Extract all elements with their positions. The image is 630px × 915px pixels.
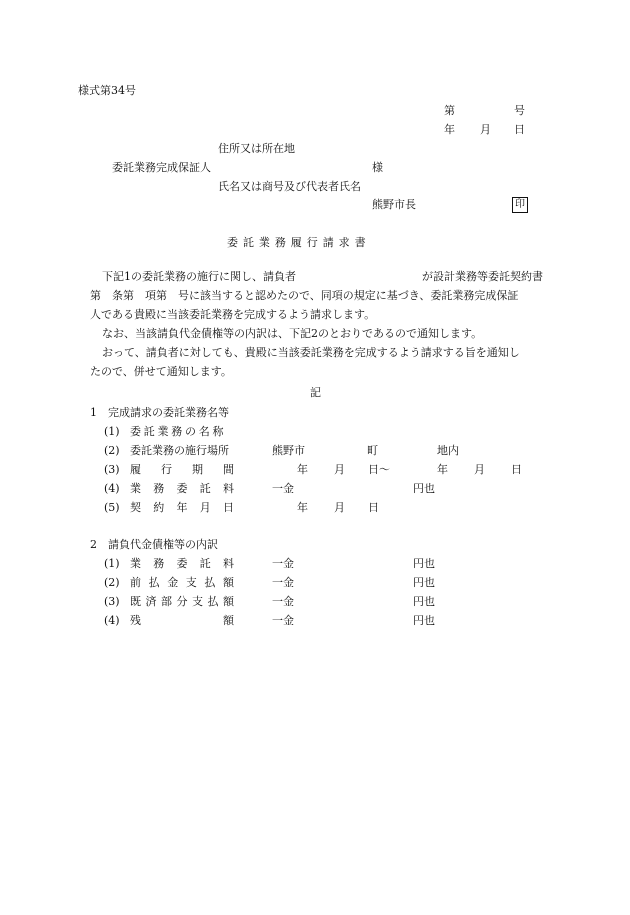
section2-item2-no: (2) xyxy=(104,576,120,589)
body-line-2: 第 条第 項第 号に該当すると認めたので、同項の規定に基づき、委託業務完成保証 xyxy=(90,289,519,302)
section1-item3-month1: 月 xyxy=(334,463,345,476)
section1-item5-no: (5) xyxy=(104,501,120,514)
section1-item5-label: 契 約 年 月 日 xyxy=(130,501,234,514)
section1-item2-label: 委託業務の施行場所 xyxy=(130,444,229,457)
section2-item3-label: 既 済 部 分 支 払 額 xyxy=(130,595,234,608)
section2-item2-label: 前 払 金 支 払 額 xyxy=(130,576,234,589)
doc-no-go: 号 xyxy=(514,104,525,117)
section1-item1-label: 委託業務の名称 xyxy=(130,425,227,438)
section1-item3-label: 履 行 期 間 xyxy=(130,463,234,476)
body-line-5: おって、請負者に対しても、貴殿に当該委託業務を完成するよう請求する旨を通知し xyxy=(102,346,520,359)
section1-item3-month2: 月 xyxy=(474,463,485,476)
section2-item4-unit: 円也 xyxy=(413,614,435,627)
section1-heading: 1 完成請求の委託業務名等 xyxy=(90,406,229,419)
guarantor-label: 委託業務完成保証人 xyxy=(112,161,211,174)
body-line-1a: 下記1の委託業務の施行に関し、請負者 xyxy=(102,270,296,283)
doc-no-dai: 第 xyxy=(444,104,455,117)
section1-item1-no: (1) xyxy=(104,425,120,438)
section2-item2-unit: 円也 xyxy=(413,576,435,589)
section2-item3-unit: 円也 xyxy=(413,595,435,608)
section1-item5-month: 月 xyxy=(334,501,345,514)
date-year: 年 xyxy=(444,123,455,136)
date-day: 日 xyxy=(514,123,525,136)
section1-item3-day1: 日〜 xyxy=(368,463,390,476)
section1-item4-unit: 円也 xyxy=(413,482,435,495)
address-label: 住所又は所在地 xyxy=(218,142,295,155)
mayor-label: 熊野市長 xyxy=(372,198,416,211)
section2-item3-amount: 一金 xyxy=(272,595,294,608)
date-month: 月 xyxy=(480,123,491,136)
section2-item1-no: (1) xyxy=(104,557,120,570)
section1-item5-day: 日 xyxy=(368,501,379,514)
section1-item2-area: 地内 xyxy=(437,444,459,457)
sama-label: 様 xyxy=(372,161,383,174)
section2-item4-no: (4) xyxy=(104,614,120,627)
body-line-4: なお、当該請負代金債権等の内訳は、下記2のとおりであるので通知します。 xyxy=(102,327,483,340)
body-line-1b: が設計業務等委託契約書 xyxy=(422,270,543,283)
form-number: 様式第34号 xyxy=(78,84,136,97)
section1-item4-label: 業 務 委 託 料 xyxy=(130,482,234,495)
section1-item3-year1: 年 xyxy=(297,463,308,476)
seal-mark: 印 xyxy=(512,197,528,213)
ki-label: 記 xyxy=(310,386,321,399)
section2-item2-amount: 一金 xyxy=(272,576,294,589)
section2-item4-label: 残 額 xyxy=(130,614,234,627)
section1-item2-no: (2) xyxy=(104,444,120,457)
section2-item3-no: (3) xyxy=(104,595,120,608)
section1-item4-no: (4) xyxy=(104,482,120,495)
section1-item3-no: (3) xyxy=(104,463,120,476)
body-line-3: 人である貴殿に当該委託業務を完成するよう請求します。 xyxy=(90,308,376,321)
section1-item3-day2: 日 xyxy=(511,463,522,476)
body-line-6: たので、併せて通知します。 xyxy=(90,365,232,378)
section1-item2-city: 熊野市 xyxy=(272,444,305,457)
section1-item5-year: 年 xyxy=(297,501,308,514)
document-title: 委託業務履行請求書 xyxy=(227,236,371,249)
section1-item3-year2: 年 xyxy=(437,463,448,476)
section2-heading: 2 請負代金債権等の内訳 xyxy=(90,538,218,551)
section2-item1-amount: 一金 xyxy=(272,557,294,570)
name-label: 氏名又は商号及び代表者氏名 xyxy=(218,180,361,193)
section2-item4-amount: 一金 xyxy=(272,614,294,627)
section1-item2-town: 町 xyxy=(367,444,378,457)
section2-item1-unit: 円也 xyxy=(413,557,435,570)
section2-item1-label: 業 務 委 託 料 xyxy=(130,557,234,570)
section1-item4-amount: 一金 xyxy=(272,482,294,495)
